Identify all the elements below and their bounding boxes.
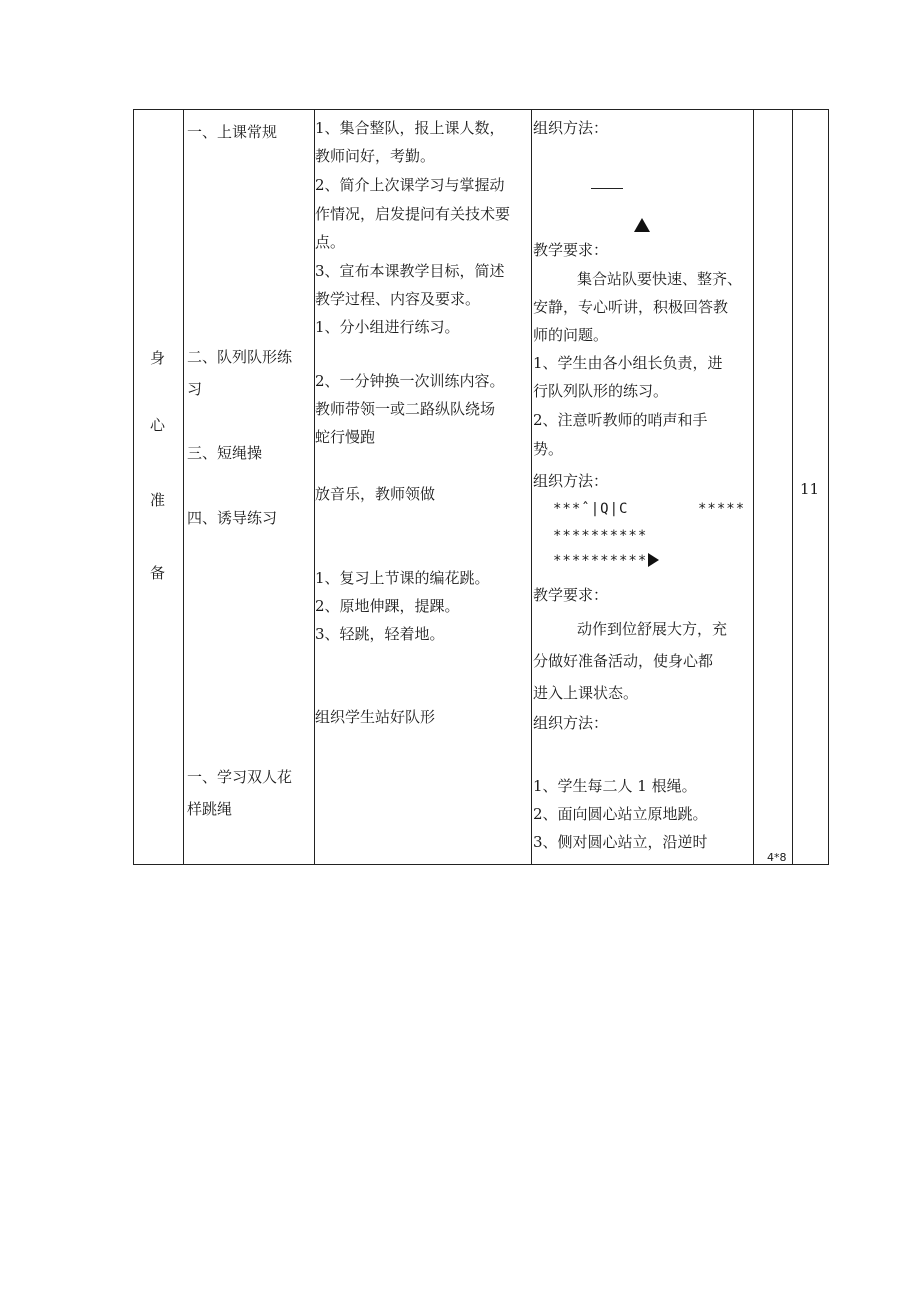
formation-row-text: ********** bbox=[553, 553, 648, 569]
item-class-routine: 一、上课常规 bbox=[187, 123, 278, 141]
content-line: 教师问好，考勤。 bbox=[315, 147, 436, 165]
req-line: 进入上课状态。 bbox=[533, 684, 639, 702]
teaching-req-label: 教学要求： bbox=[533, 241, 609, 259]
section-char: 准 bbox=[150, 491, 166, 509]
section-char: 身 bbox=[150, 349, 166, 367]
point-line: 2、注意听教师的哨声和手 bbox=[533, 411, 708, 429]
org-method-label: 组织方法： bbox=[533, 119, 609, 137]
content-line: 3、轻跳，轻着地。 bbox=[315, 625, 445, 643]
repetitions-value: 4*8 bbox=[767, 851, 787, 864]
org-method-label: 组织方法： bbox=[533, 714, 609, 732]
content-line: 点。 bbox=[315, 233, 346, 251]
content-line: 2、原地伸踝，提踝。 bbox=[315, 597, 460, 615]
section-char: 心 bbox=[150, 416, 166, 434]
column-divider bbox=[792, 110, 793, 864]
content-line: 教学过程、内容及要求。 bbox=[315, 290, 481, 308]
content-line: 1、分小组进行练习。 bbox=[315, 318, 460, 336]
time-value: 11 bbox=[800, 480, 820, 498]
point-line: 1、学生由各小组长负责，进 bbox=[533, 354, 723, 372]
formation-row: ***ˆ|Q|C bbox=[553, 501, 629, 517]
column-divider bbox=[753, 110, 754, 864]
req-line: 分做好准备活动，使身心都 bbox=[533, 652, 714, 670]
section-char: 备 bbox=[150, 564, 166, 582]
teaching-req-label: 教学要求： bbox=[533, 586, 609, 604]
direction-arrow-icon bbox=[648, 553, 659, 567]
content-line: 1、集合整队，报上课人数， bbox=[315, 119, 505, 137]
content-line: 教师带领一或二路纵队绕场 bbox=[315, 400, 496, 418]
item-short-rope: 三、短绳操 bbox=[187, 444, 263, 462]
org-method-label: 组织方法： bbox=[533, 472, 609, 490]
column-divider bbox=[531, 110, 532, 864]
content-line: 蛇行慢跑 bbox=[315, 428, 376, 446]
content-line: 放音乐，教师领做 bbox=[315, 485, 436, 503]
item-double-rope-line2: 样跳绳 bbox=[187, 800, 233, 818]
content-line: 作情况，启发提问有关技术要 bbox=[315, 205, 511, 223]
item-guided-practice: 四、诱导练习 bbox=[187, 509, 278, 527]
req-line: 安静，专心听讲，积极回答教 bbox=[533, 298, 729, 316]
point-line: 势。 bbox=[533, 440, 564, 458]
point-line: 1、学生每二人 1 根绳。 bbox=[533, 777, 697, 795]
content-line: 2、一分钟换一次训练内容。 bbox=[315, 372, 505, 390]
item-double-rope-line1: 一、学习双人花 bbox=[187, 768, 293, 786]
item-formation-line2: 习 bbox=[187, 380, 203, 398]
req-line: 动作到位舒展大方，充 bbox=[577, 620, 728, 638]
content-line: 1、复习上节课的编花跳。 bbox=[315, 569, 490, 587]
content-line: 2、简介上次课学习与掌握动 bbox=[315, 176, 505, 194]
formation-row: ***** bbox=[698, 501, 746, 517]
item-formation-line1: 二、队列队形练 bbox=[187, 348, 293, 366]
column-divider bbox=[183, 110, 184, 864]
formation-row bbox=[553, 552, 659, 570]
teacher-triangle-icon bbox=[634, 218, 650, 232]
teacher-position-line bbox=[591, 188, 623, 189]
point-line: 行队列队形的练习。 bbox=[533, 382, 669, 400]
content-line: 组织学生站好队形 bbox=[315, 708, 436, 726]
req-line: 集合站队要快速、整齐、 bbox=[577, 270, 743, 288]
point-line: 3、侧对圆心站立，沿逆时 bbox=[533, 833, 708, 851]
point-line: 2、面向圆心站立原地跳。 bbox=[533, 805, 708, 823]
req-line: 师的问题。 bbox=[533, 326, 609, 344]
content-line: 3、宣布本课教学目标，简述 bbox=[315, 262, 505, 280]
formation-row: ********** bbox=[553, 528, 648, 544]
